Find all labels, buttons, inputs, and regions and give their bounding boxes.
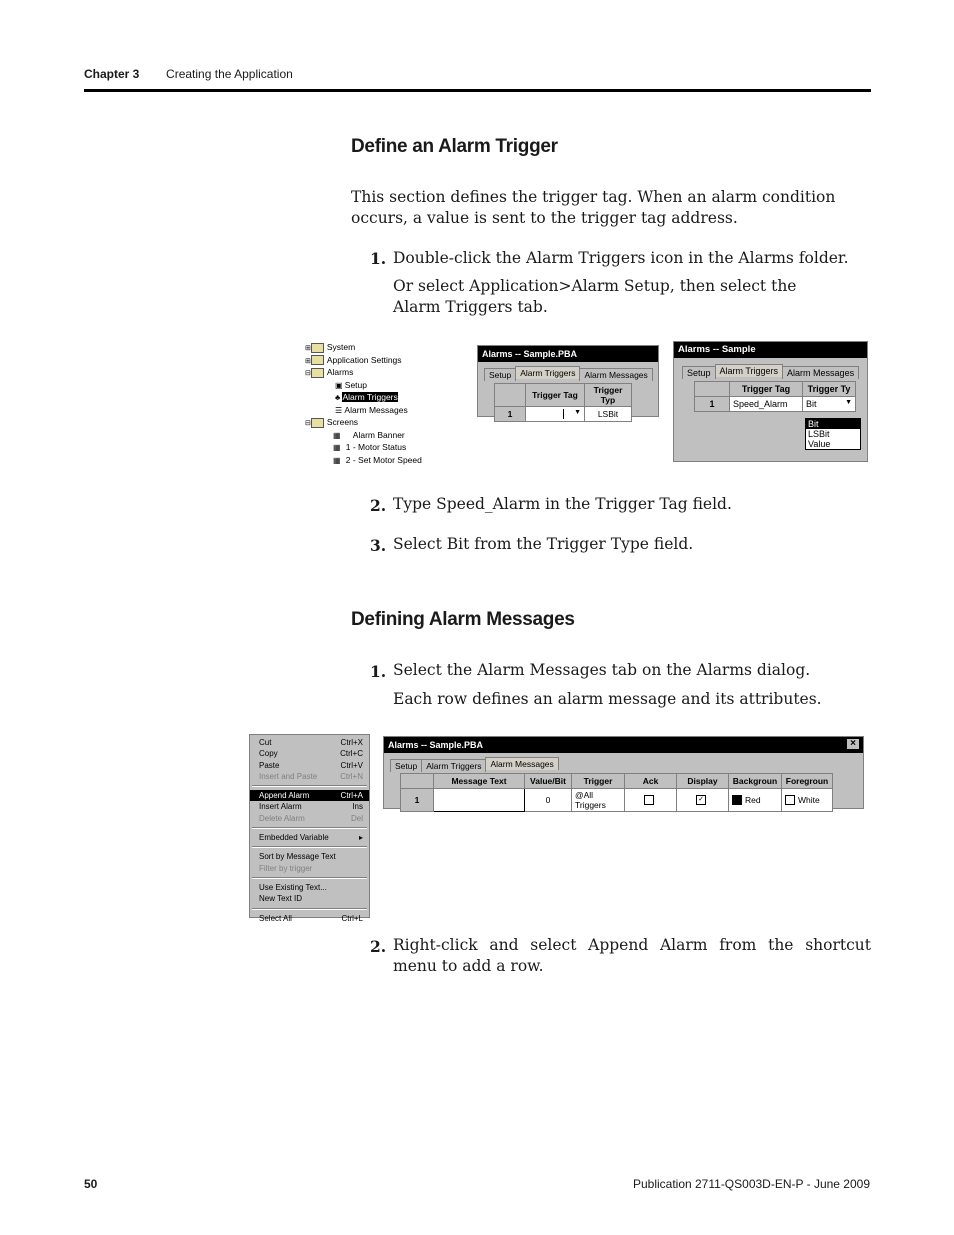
alarm-message-icon: ☰: [335, 405, 345, 415]
step-number: 1.: [370, 249, 387, 268]
tree-item[interactable]: ⊞ System: [305, 342, 356, 352]
step-note: Or select Application>Alarm Setup, then select the Alarm Triggers tab.: [393, 277, 797, 316]
close-icon[interactable]: ×: [847, 739, 859, 749]
tree-item[interactable]: ▣ Setup: [335, 379, 367, 390]
message-grid: Message Text Value/Bit Trigger Ack Display Backgroun Foregroun 1 0 @All Triggers ✓ Red White: [400, 773, 833, 812]
menu-item-select-all[interactable]: Select All Ctrl+L: [259, 913, 363, 923]
menu-separator: [252, 846, 367, 848]
tab-alarm-triggers[interactable]: Alarm Triggers: [515, 366, 580, 379]
step-number: 2.: [370, 496, 387, 515]
trigger-type-select[interactable]: Bit ▼: [803, 397, 856, 412]
alarms-dialog-messages: [383, 736, 864, 809]
setup-icon: ▣: [335, 380, 345, 390]
submenu-arrow-icon: ▸: [358, 833, 363, 843]
menu-item-cut[interactable]: Cut Ctrl+X: [259, 738, 363, 747]
option-value[interactable]: Value: [808, 439, 831, 449]
menu-item-delete-alarm[interactable]: Delete Alarm Del: [259, 813, 363, 823]
folder-icon: [311, 355, 324, 365]
tab-alarm-triggers[interactable]: Alarm Triggers: [421, 759, 486, 772]
folder-icon: [311, 343, 324, 353]
tab-setup[interactable]: Setup: [682, 366, 716, 379]
step-text: Select Bit from the Trigger Type field.: [393, 535, 694, 553]
trigger-type-cell[interactable]: LSBit: [585, 407, 632, 422]
ack-checkbox[interactable]: [625, 789, 677, 812]
menu-separator: [252, 908, 367, 910]
menu-item-copy[interactable]: Copy Ctrl+C: [259, 749, 363, 759]
chapter-title: Creating the Application: [166, 67, 293, 81]
tree-item[interactable]: ♣ Alarm Triggers: [335, 392, 398, 402]
alarms-dialog-triggers: [477, 345, 659, 417]
menu-item-filter-by-trigger[interactable]: Filter by trigger: [259, 863, 313, 873]
screen-icon: ▦: [333, 443, 343, 452]
trigger-type-dropdown: [805, 418, 861, 450]
foreground-color-field[interactable]: White: [782, 789, 833, 812]
folder-icon: [311, 368, 324, 378]
screen-icon: ▦: [333, 455, 343, 465]
alarms-dialog-trigger-type: [673, 341, 868, 462]
menu-separator: [252, 877, 367, 879]
menu-item-append-alarm[interactable]: Append Alarm Ctrl+A: [250, 790, 369, 801]
menu-separator: [252, 785, 367, 787]
step-note: Each row defines an alarm message and its attributes.: [393, 690, 822, 708]
menu-item-sort-by-message-text[interactable]: Sort by Message Text: [259, 852, 336, 862]
menu-item-insert-alarm[interactable]: Insert Alarm Ins: [259, 802, 363, 812]
dialog-title: Alarms -- Sample.PBA: [478, 346, 658, 362]
trigger-tag-field[interactable]: [526, 407, 585, 422]
publication-info: Publication 2711-QS003D-EN-P - June 2009: [632, 1177, 870, 1191]
step-text: Type Speed_Alarm in the Trigger Tag field.: [393, 495, 732, 513]
tree-item[interactable]: ▦ 2 - Set Motor Speed: [333, 454, 422, 465]
tab-alarm-messages[interactable]: Alarm Messages: [485, 757, 558, 770]
shortcut-menu: [249, 734, 370, 923]
display-checkbox[interactable]: ✓: [677, 789, 729, 812]
option-bit[interactable]: Bit: [806, 419, 860, 429]
color-swatch-icon: [785, 795, 795, 805]
dropdown-arrow-icon[interactable]: ▼: [845, 399, 852, 406]
tree-item[interactable]: ⊟ Screens: [305, 417, 359, 427]
value-bit-field[interactable]: 0: [525, 789, 572, 812]
option-lsbit[interactable]: LSBit: [808, 429, 830, 439]
tab-alarm-messages[interactable]: Alarm Messages: [579, 368, 652, 381]
intro-paragraph: This section defines the trigger tag. When an alarm condition occurs, a value is sent to the trigger tag address.: [351, 188, 836, 227]
section-heading-alarm-messages: Defining Alarm Messages: [351, 609, 575, 630]
tab-setup[interactable]: Setup: [484, 368, 516, 381]
dropdown-arrow-icon[interactable]: ▼: [574, 408, 581, 416]
step-number: 1.: [370, 662, 387, 681]
screen-icon: ▦: [333, 430, 343, 440]
running-header: [84, 67, 293, 81]
dialog-title: Alarms -- Sample: [674, 342, 867, 358]
folder-icon: [311, 418, 324, 428]
tree-item[interactable]: ▦ Alarm Banner: [333, 429, 405, 440]
tab-alarm-triggers[interactable]: Alarm Triggers: [715, 364, 784, 377]
trigger-grid: Trigger Tag Trigger Typ 1 ▼ LSBit: [494, 383, 632, 422]
tree-item[interactable]: ⊞ Application Settings: [305, 354, 402, 365]
menu-separator: [252, 827, 367, 829]
tree-item[interactable]: ☰ Alarm Messages: [335, 404, 408, 415]
page-number: 50: [84, 1177, 98, 1191]
message-text-field[interactable]: [434, 789, 525, 812]
step-text: Double-click the Alarm Triggers icon in the Alarms folder.: [393, 249, 849, 267]
step-text: Select the Alarm Messages tab on the Alarms dialog.: [393, 661, 811, 679]
step-number: 3.: [370, 536, 387, 555]
trigger-tag-field[interactable]: Speed_Alarm: [730, 397, 803, 412]
menu-item-use-existing-text[interactable]: Use Existing Text...: [259, 882, 327, 892]
section-heading-alarm-trigger: Define an Alarm Trigger: [351, 136, 558, 157]
menu-item-paste[interactable]: Paste Ctrl+V: [259, 760, 363, 770]
trigger-grid: Trigger Tag Trigger Ty 1 Speed_Alarm Bit ▼: [694, 381, 856, 412]
background-color-field[interactable]: Red: [729, 789, 782, 812]
alarm-trigger-icon: ♣: [335, 393, 343, 402]
project-tree-screenshot: [305, 341, 437, 464]
menu-item-insert-and-paste[interactable]: Insert and Paste Ctrl+N: [259, 771, 363, 781]
dialog-title: Alarms -- Sample.PBA ×: [384, 737, 863, 753]
menu-item-new-text-id[interactable]: New Text ID: [259, 894, 302, 904]
tree-item[interactable]: ⊟ Alarms: [305, 367, 354, 377]
tab-alarm-messages[interactable]: Alarm Messages: [782, 366, 859, 379]
step-text: Right-click and select Append Alarm from the shortcut menu to add a row.: [393, 936, 871, 975]
header-rule: [84, 89, 871, 92]
chapter-label: Chapter 3: [84, 67, 140, 81]
trigger-field[interactable]: @All Triggers: [572, 789, 625, 812]
tree-item[interactable]: ▦ 1 - Motor Status: [333, 442, 407, 452]
step-number: 2.: [370, 937, 387, 956]
color-swatch-icon: [732, 795, 742, 805]
menu-item-embedded-variable[interactable]: Embedded Variable ▸: [259, 833, 363, 843]
tab-setup[interactable]: Setup: [390, 759, 422, 772]
